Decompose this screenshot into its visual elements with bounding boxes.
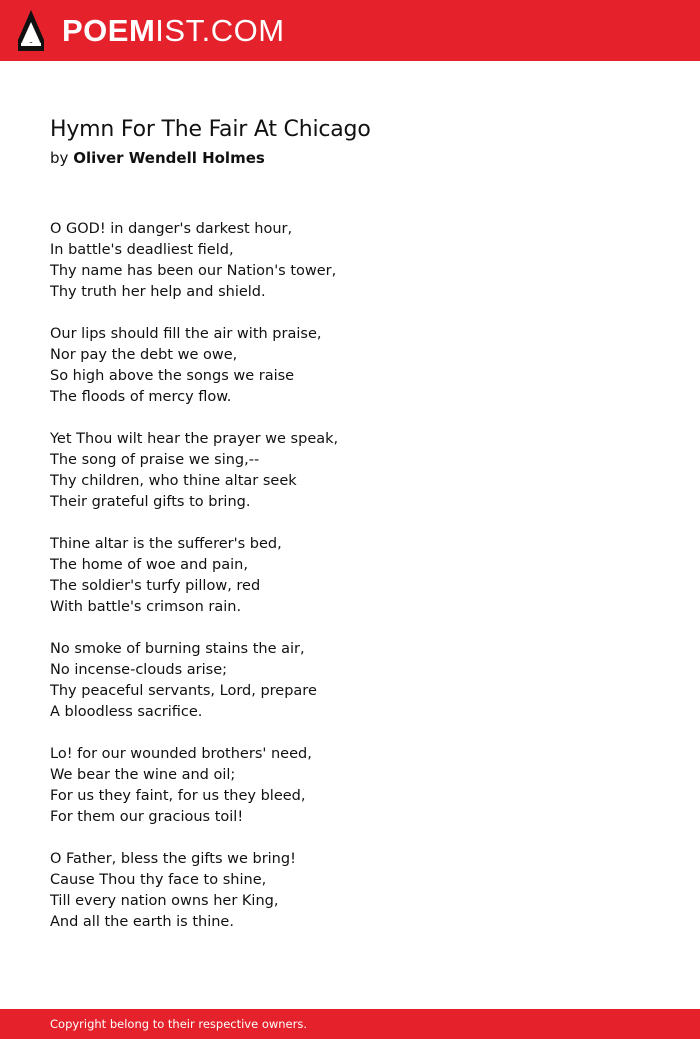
poem-line: Thy peaceful servants, Lord, prepare <box>50 683 317 699</box>
poem-line: Thy name has been our Nation's tower, <box>50 263 337 279</box>
poem-line: In battle's deadliest field, <box>50 242 234 258</box>
poem-line: For them our gracious toil! <box>50 809 244 825</box>
poem-line: And all the earth is thine. <box>50 914 234 930</box>
site-logo[interactable] <box>62 12 285 50</box>
poem-line: Their grateful gifts to bring. <box>50 494 251 510</box>
poem-line: Till every nation owns her King, <box>50 893 279 909</box>
site-header <box>0 0 700 61</box>
stanza <box>50 219 650 303</box>
poem-line: The song of praise we sing,-- <box>50 452 260 468</box>
poem-line: Cause Thou thy face to shine, <box>50 872 267 888</box>
stanza <box>50 639 650 723</box>
poem-line: O Father, bless the gifts we bring! <box>50 851 296 867</box>
by-label: by <box>50 149 69 167</box>
poem-line: Lo! for our wounded brothers' need, <box>50 746 312 762</box>
stanza <box>50 534 650 618</box>
poem-line: Thy truth her help and shield. <box>50 284 266 300</box>
poem-line: Thy children, who thine altar seek <box>50 473 297 489</box>
byline <box>50 149 265 167</box>
poem-line: We bear the wine and oil; <box>50 767 236 783</box>
stanza <box>50 849 650 933</box>
poem-line: So high above the songs we raise <box>50 368 295 384</box>
site-footer <box>0 1009 700 1039</box>
poem-line: The floods of mercy flow. <box>50 389 232 405</box>
poem-line: With battle's crimson rain. <box>50 599 242 615</box>
poem-line: No incense-clouds arise; <box>50 662 228 678</box>
pencil-tip-icon <box>18 10 44 51</box>
poem-title: Hymn For The Fair At Chicago <box>50 117 371 142</box>
poem-line: The soldier's turfy pillow, red <box>50 578 261 594</box>
logo-light-text: IST.COM <box>155 13 285 48</box>
poem-line: Thine altar is the sufferer's bed, <box>50 536 282 552</box>
poem-body <box>50 219 650 954</box>
poem-line: Nor pay the debt we owe, <box>50 347 238 363</box>
poem-line: A bloodless sacrifice. <box>50 704 203 720</box>
poem-line: Our lips should fill the air with praise, <box>50 326 322 342</box>
logo-bold-text: POEM <box>62 13 156 48</box>
poem-line: For us they faint, for us they bleed, <box>50 788 306 804</box>
stanza <box>50 744 650 828</box>
copyright-text: Copyright belong to their respective owners. <box>50 1017 308 1031</box>
poem-line: No smoke of burning stains the air, <box>50 641 305 657</box>
author-name: Oliver Wendell Holmes <box>73 149 265 167</box>
poem-line: O GOD! in danger's darkest hour, <box>50 221 293 237</box>
stanza <box>50 324 650 408</box>
stanza <box>50 429 650 513</box>
poem-line: The home of woe and pain, <box>50 557 248 573</box>
poem-line: Yet Thou wilt hear the prayer we speak, <box>50 431 339 447</box>
